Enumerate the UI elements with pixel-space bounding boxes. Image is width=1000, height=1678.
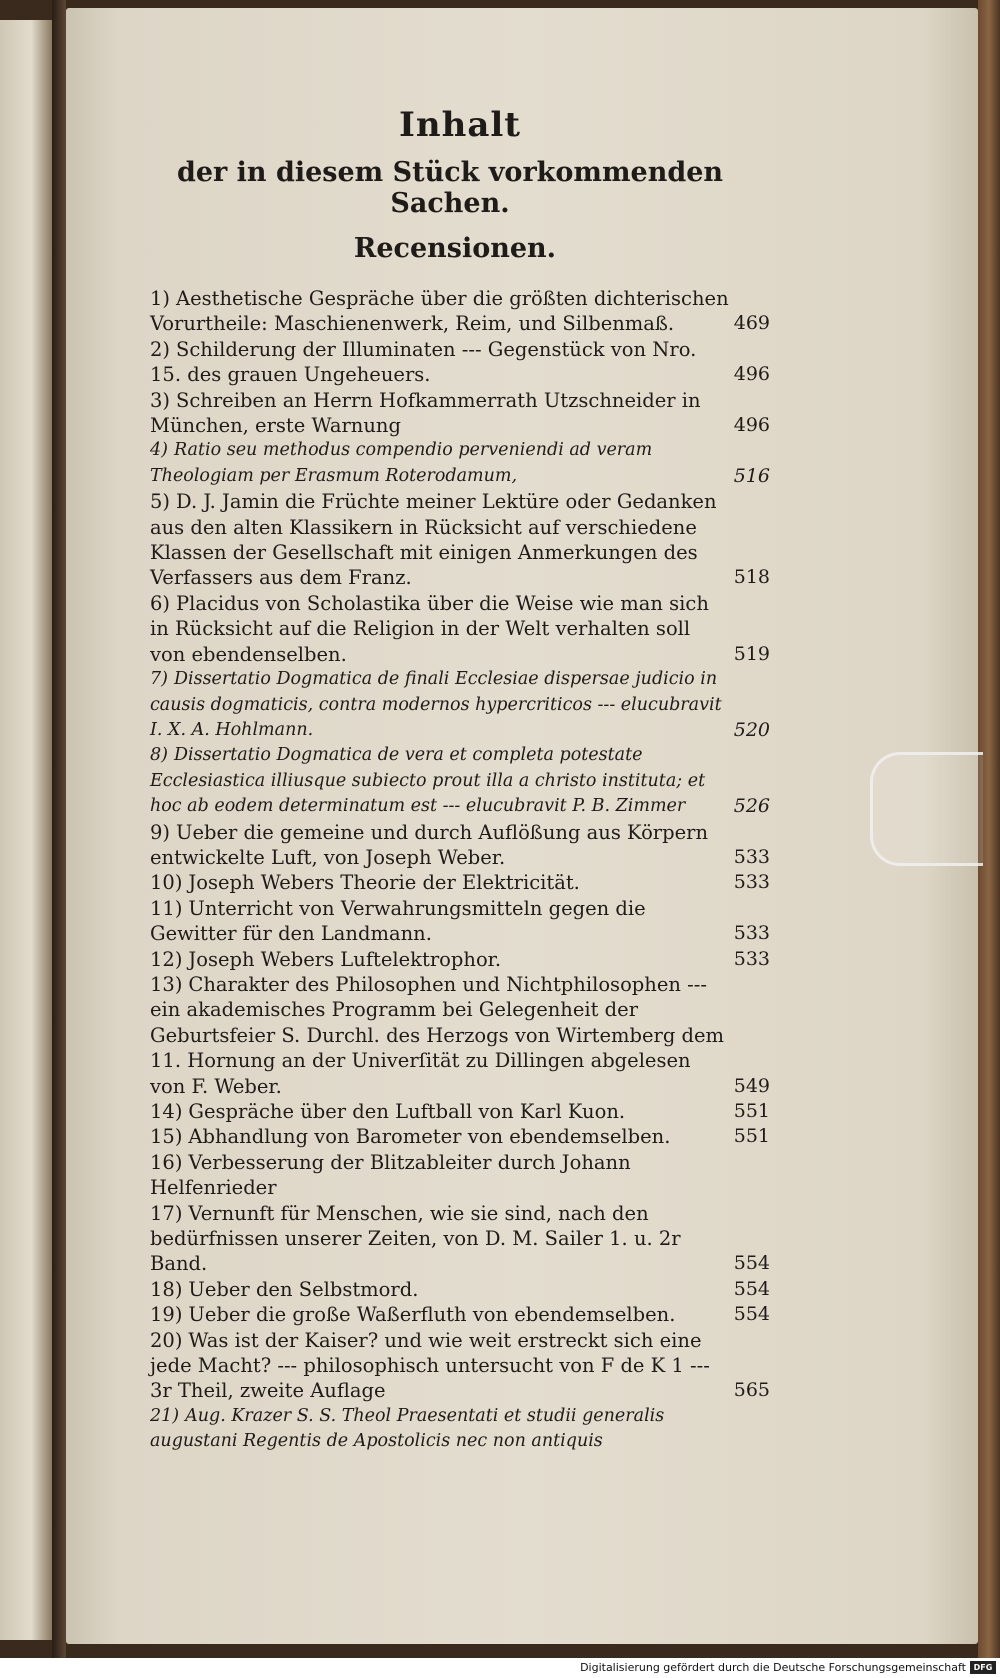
entry-number: 1) [150, 287, 171, 310]
toc-subtitle: der in diesem Stück vorkommenden Sachen. [176, 157, 724, 219]
entry-number: 5) [150, 490, 171, 514]
toc-entry [150, 337, 770, 388]
toc-entry [150, 947, 770, 972]
entry-text: Gespräche über den Luftball von Karl Kuon. [188, 1100, 626, 1123]
entry-text: Joseph Webers Theorie der Elektricität. [188, 871, 580, 895]
entry-page-number: 533 [733, 947, 770, 970]
entry-number: 18) [150, 1277, 183, 1301]
toc-entry [150, 591, 770, 667]
entry-page-number: 565 [733, 1379, 770, 1402]
toc-entry [150, 1099, 770, 1124]
entry-page-number: 496 [733, 363, 770, 386]
entry-text: Schilderung der Illuminaten --- Gegenstück von Nro. 15. des grauen Ungeheuers. [150, 337, 697, 387]
entry-page-number: 549 [733, 1074, 770, 1097]
entry-text: Dissertatio Dogmatica de finali Ecclesiae dispersae judicio in causis dogmaticis, contra modernos hypercriticos --- elucubravit I. X. A. Hohlmann. [150, 669, 722, 740]
entry-text: Was ist der Kaiser? und wie weit erstreckt sich eine jede Macht? --- philosophisch untersucht von F de K 1 --- 3r Theil, zweite Auflage [150, 1328, 710, 1403]
entry-number: 13) [150, 972, 183, 996]
entry-number: 16) [150, 1150, 183, 1174]
entry-text: Unterricht von Verwahrungsmitteln gegen die Gewitter für den Landmann. [150, 896, 646, 946]
entry-number: 3) [150, 388, 171, 412]
entry-text: Dissertatio Dogmatica de vera et completa potestate Ecclesiastica illiusque subiecto prout illa a christo instituta; et hoc ab eodem determinatum est --- elucubravit P. B. Zimmer [150, 745, 706, 817]
entry-number: 11) [150, 896, 183, 920]
entry-text: Ueber den Selbstmord. [188, 1277, 419, 1301]
toc-entry [150, 1201, 770, 1277]
footer-bar [0, 1658, 1000, 1678]
entry-page-number: 533 [733, 871, 770, 894]
entry-page-number: 533 [733, 845, 770, 868]
funding-credit: Digitalisierung gefördert durch die Deutsche Forschungsgemeinschaft [580, 1661, 966, 1674]
entry-text: Verbesserung der Blitzableiter durch Johann Helfenrieder [150, 1150, 631, 1200]
toc-entry [150, 1124, 770, 1149]
entry-text: Aesthetische Gespräche über die größten dichterischen Vorurtheile: Maschienenwerk, Reim, und Silbenmaß. [150, 287, 729, 336]
toc-entry [150, 1404, 730, 1455]
entry-number: 4) [150, 440, 168, 461]
toc-entry [150, 667, 770, 743]
entry-text: Joseph Webers Luftelektrophor. [188, 947, 502, 971]
toc-entry [150, 388, 770, 439]
section-heading: Recensionen. [353, 233, 557, 264]
entry-number: 8) [150, 745, 168, 766]
entry-page-number: 554 [733, 1277, 770, 1300]
entry-page-number: 533 [733, 922, 770, 945]
entry-page-number: 518 [733, 566, 770, 589]
entry-text: Schreiben an Herrn Hofkammerrath Utzschneider in München, erste Warnung [150, 388, 701, 438]
table-of-contents [150, 105, 770, 1455]
toc-entry [150, 972, 770, 1099]
toc-entry [150, 438, 770, 489]
entry-number: 19) [150, 1303, 183, 1327]
entry-text: Vernunft für Menschen, wie sie sind, nach den bedürfnissen unserer Zeiten, von D. M. Sailer 1. u. 2r Band. [150, 1201, 681, 1276]
entry-number: 9) [150, 820, 171, 844]
toc-entry [150, 1302, 770, 1327]
entry-page-number: 554 [733, 1252, 770, 1275]
entry-text: Aug. Krazer S. S. Theol Praesentati et studii generalis augustani Regentis de Apostolicis nec non antiquis [150, 1405, 665, 1452]
toc-entry [150, 896, 770, 947]
dfg-logo: DFG [970, 1661, 996, 1674]
entry-number: 10) [150, 871, 183, 895]
entry-text: Ueber die gemeine und durch Auflößung aus Körpern entwickelte Luft, von Joseph Weber. [150, 820, 709, 869]
entry-text: Placidus von Scholastika über die Weise wie man sich in Rücksicht auf die Religion in der Welt verhalten soll von ebendenselben. [150, 591, 709, 666]
entry-page-number: 551 [733, 1125, 770, 1148]
entry-number: 12) [150, 947, 183, 971]
entry-number: 17) [150, 1201, 183, 1225]
toc-entry [150, 870, 770, 895]
entry-page-number: 520 [733, 718, 770, 741]
book-gutter [52, 0, 66, 1658]
entry-number: 21) [150, 1405, 180, 1426]
entry-text: Abhandlung von Barometer von ebendemselben. [188, 1125, 671, 1149]
left-page-edge [0, 20, 52, 1640]
entry-number: 2) [150, 337, 171, 361]
toc-entry [150, 286, 770, 337]
entry-text: Ratio seu methodus compendio perveniendi ad veram Theologiam per Erasmum Roterodamum, [150, 440, 653, 486]
entry-text: D. J. Jamin die Früchte meiner Lektüre oder Gedanken aus den alten Klassikern in Rücksicht auf verschiedene Klassen der Gesellschaft mit einigen Anmerkungen des Verfassers aus dem Franz. [150, 490, 717, 590]
entry-page-number: 469 [733, 312, 770, 335]
entry-number: 20) [150, 1328, 183, 1352]
entry-page-number: 516 [733, 464, 770, 487]
entry-number: 7) [150, 669, 168, 690]
page-clip [870, 752, 983, 866]
toc-entries [150, 286, 770, 1455]
entry-page-number: 526 [733, 795, 770, 818]
entry-number: 14) [150, 1100, 183, 1123]
entry-text: Charakter des Philosophen und Nichtphilosophen --- ein akademisches Programm bei Gelegenheit der Geburtsfeier S. Durchl. des Herzogs von Wirtemberg dem 11. Hornung an der Univerſität zu Dillingen abgelesen von F. Weber. [150, 972, 725, 1098]
entry-page-number: 551 [733, 1100, 770, 1122]
entry-number: 6) [150, 591, 171, 615]
toc-title: Inhalt [399, 105, 521, 145]
toc-entry [150, 820, 770, 871]
entry-number: 15) [150, 1125, 183, 1149]
toc-entry [150, 489, 770, 591]
toc-entry [150, 1277, 770, 1302]
toc-entry [150, 1328, 770, 1404]
entry-text: Ueber die große Waßerfluth von ebendemselben. [188, 1303, 676, 1327]
toc-entry [150, 1150, 730, 1201]
toc-entry [150, 743, 770, 819]
entry-page-number: 519 [733, 642, 770, 665]
entry-page-number: 554 [733, 1303, 770, 1326]
entry-page-number: 496 [733, 414, 770, 437]
